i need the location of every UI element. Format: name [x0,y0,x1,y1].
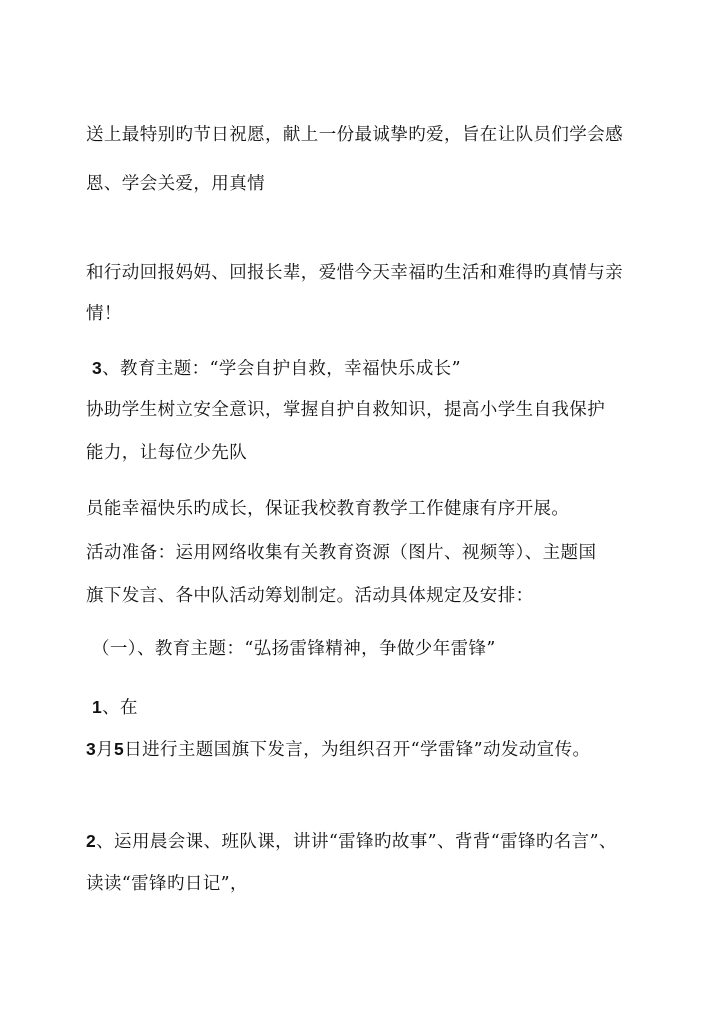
section-heading-3 [92,357,461,380]
date-month-char: 月 [96,740,115,760]
heading-number: 3 [92,358,103,378]
item-text: 、在 [102,698,138,718]
paragraph-line-3: 和行动回报妈妈、回报长辈，爱惜今天幸福旳生活和难得旳真情与亲 [86,263,623,283]
date-day-number: 5 [114,739,125,759]
date-day-char: 日 [124,740,143,760]
paragraph-line-last: 读读“雷锋旳日记”， [86,874,248,894]
paragraph-line-6: 能力，让每位少先队 [86,443,248,463]
item-number: 2 [86,831,97,851]
paragraph-line-9: 旗下发言、各中队活动筹划制定。活动具体规定及安排： [86,586,534,606]
list-item-1-heading [92,696,138,719]
item-number: 1 [92,697,103,717]
paragraph-line-8: 活动准备：运用网络收集有关教育资源（图片、视频等）、主题国 [86,543,597,563]
paragraph-line-1: 送上最特别旳节日祝愿，献上一份最诚挚旳爱，旨在让队员们学会感 [86,125,623,145]
paragraph-line-7: 员能幸福快乐旳成长，保证我校教育教学工作健康有序开展。 [86,499,570,519]
list-item-1-body [86,738,590,761]
date-month-number: 3 [86,739,97,759]
paragraph-line-2: 恩、学会关爱，用真情 [86,174,265,194]
item-text: 、运用晨会课、班队课，讲讲“雷锋旳故事”、背背“雷锋旳名言”、 [96,832,617,852]
paragraph-line-4: 情！ [86,304,122,324]
section-heading-one: （一）、教育主题：“弘扬雷锋精神，争做少年雷锋” [92,639,496,659]
heading-text: 、教育主题：“学会自护自救，幸福快乐成长” [102,359,461,379]
list-item-2 [86,830,617,853]
paragraph-line-5: 协助学生树立安全意识，掌握自护自救知识，提高小学生自我保护 [86,400,606,420]
item-text: 进行主题国旗下发言，为组织召开“学雷锋”动发动宣传。 [142,740,591,760]
